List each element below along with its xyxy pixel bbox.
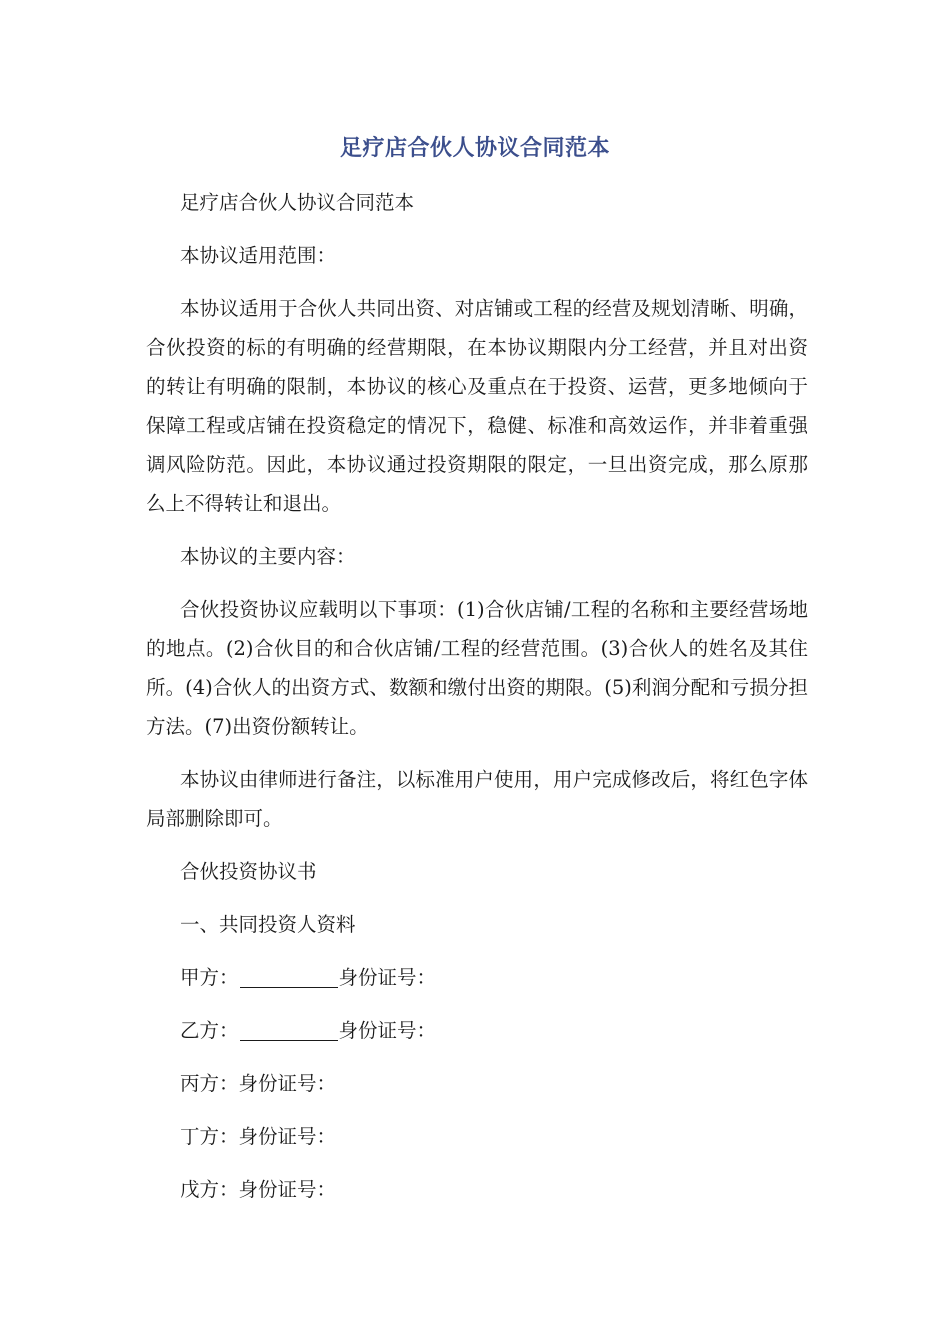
party-d-line <box>146 1117 808 1156</box>
party-a-id-label: 身份证号： <box>338 966 437 989</box>
paragraph-agreement-title: 合伙投资协议书 <box>180 860 317 883</box>
paragraph-scope-heading: 本协议适用范围： <box>180 244 337 267</box>
party-d-label: 丁方： <box>180 1125 239 1148</box>
document-body <box>146 183 808 1223</box>
party-d-id-label: 身份证号： <box>238 1125 337 1148</box>
party-a-name-blank[interactable] <box>240 965 338 988</box>
party-e-line <box>146 1170 808 1209</box>
paragraph-lawyer-note: 本协议由律师进行备注，以标准用户使用，用户完成修改后，将红色字体局部删除即可。 <box>146 768 808 830</box>
party-e-id-label: 身份证号： <box>238 1178 337 1201</box>
paragraph-section-one: 一、共同投资人资料 <box>180 913 356 936</box>
party-c-line <box>146 1064 808 1103</box>
party-a-line <box>146 958 808 997</box>
party-c-id-label: 身份证号： <box>238 1072 337 1095</box>
document-title: 足疗店合伙人协议合同范本 <box>339 136 610 161</box>
party-b-name-blank[interactable] <box>240 1018 338 1041</box>
paragraph-content-text: 合伙投资协议应载明以下事项：(1)合伙店铺/工程的名称和主要经营场地的地点。(2)合伙目的和合伙店铺/工程的经营范围。(3)合伙人的姓名及其住所。(4)合伙人的出资方式、数额和缴付出资的期限。(5)利润分配和亏损分担方法。(7)出资份额转让。 <box>146 598 808 738</box>
party-b-line <box>146 1011 808 1050</box>
party-b-id-label: 身份证号： <box>338 1019 437 1042</box>
party-e-label: 戊方： <box>180 1178 239 1201</box>
paragraph-content-heading: 本协议的主要内容： <box>180 545 356 568</box>
party-c-label: 丙方： <box>180 1072 239 1095</box>
paragraph-subtitle: 足疗店合伙人协议合同范本 <box>180 191 415 214</box>
paragraph-scope-text: 本协议适用于合伙人共同出资、对店铺或工程的经营及规划清晰、明确，合伙投资的标的有明确的经营期限，在本协议期限内分工经营，并且对出资的转让有明确的限制，本协议的核心及重点在于投资、运营，更多地倾向于保障工程或店铺在投资稳定的情况下，稳健、标准和高效运作，并非着重强调风险防范。因此，本协议通过投资期限的限定，一旦出资完成，那么原那么上不得转让和退出。 <box>146 297 808 515</box>
party-a-label: 甲方： <box>180 966 239 989</box>
party-b-label: 乙方： <box>180 1019 239 1042</box>
